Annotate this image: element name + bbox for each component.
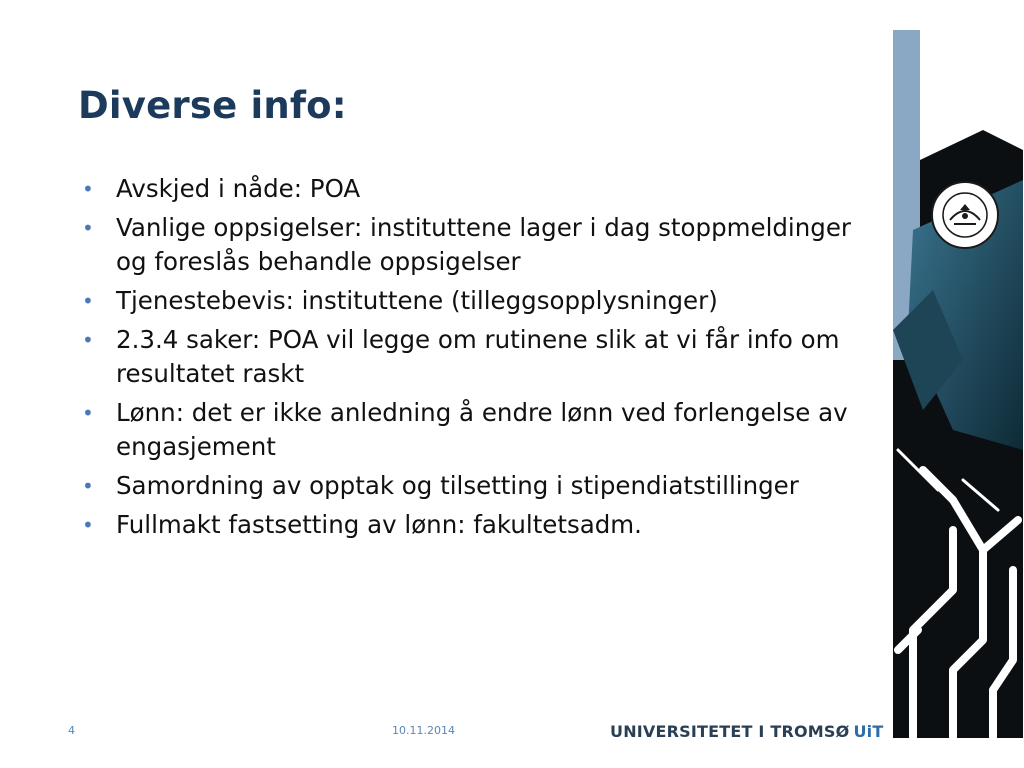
logo-text: UNIVERSITETET I TROMSØ [610,722,850,741]
bullet-text: Lønn: det er ikke anledning å endre lønn ved forlengelse av engasjement [116,398,848,461]
bullet-dot: • [82,474,94,498]
footer-date: 10.11.2014 [392,724,455,737]
bullet-item [80,284,880,318]
bullet-text: Fullmakt fastsetting av lønn: fakultetsadm. [116,510,642,539]
bullet-dot: • [82,328,94,352]
bullet-text: 2.3.4 saker: POA vil legge om rutinene slik at vi får info om resultatet raskt [116,325,840,388]
bullet-dot: • [82,177,94,201]
bullet-dot: • [82,216,94,240]
bullet-text: Samordning av opptak og tilsetting i stipendiatstillinger [116,471,799,500]
bullet-list [80,172,880,547]
logo-suffix: UiT [853,722,884,741]
bullet-item [80,211,880,279]
bullet-dot: • [82,289,94,313]
bullet-text: Tjenestebevis: instituttene (tilleggsopplysninger) [116,286,718,315]
bullet-text: Vanlige oppsigelser: instituttene lager i dag stoppmeldinger og foreslås behandle oppsigelser [116,213,851,276]
bullet-item [80,172,880,206]
bullet-item [80,508,880,542]
bullet-item [80,323,880,391]
bullet-dot: • [82,401,94,425]
bullet-item [80,396,880,464]
bullet-text: Avskjed i nåde: POA [116,174,361,203]
bullet-item [80,469,880,503]
bullet-dot: • [82,513,94,537]
circuit-tree-graphic [893,30,1023,738]
page-number: 4 [68,724,75,737]
university-logo [610,722,883,741]
university-seal-icon [930,180,1000,250]
slide-title: Diverse info: [78,84,347,127]
